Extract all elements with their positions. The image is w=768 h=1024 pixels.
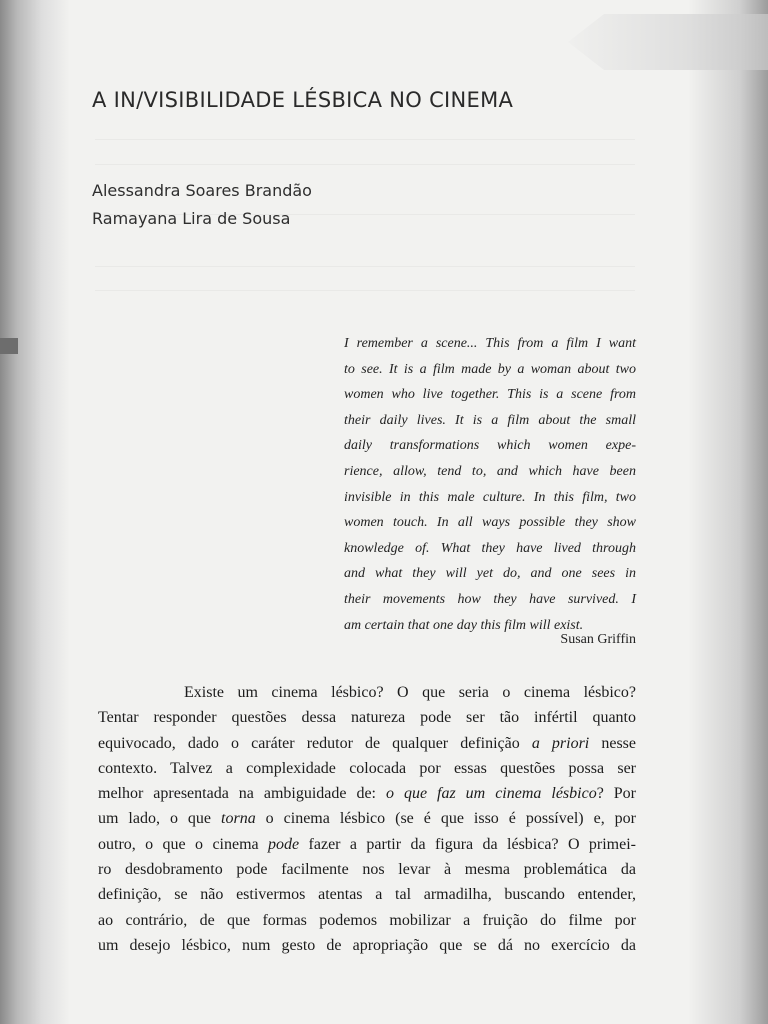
text-run: outro, o que o cinema — [98, 835, 269, 853]
author-name: Alessandra Soares Brandão — [92, 181, 312, 200]
body-line: Existe um cinema lésbico? O que seria o cinema lésbico? — [184, 684, 636, 701]
emphasis: torna — [221, 810, 256, 828]
epigraph-line: women who live together. This is a scene from — [344, 387, 636, 403]
text-run: nesse — [589, 734, 637, 752]
epigraph-line: and what they will yet do, and one sees in — [344, 566, 636, 582]
body-line: contexto. Talvez a complexidade colocada por essas questões possa ser — [98, 759, 636, 777]
author-list — [92, 177, 312, 233]
text-run: ? Por — [596, 785, 637, 803]
author-name: Ramayana Lira de Sousa — [92, 209, 291, 228]
body-line — [98, 806, 636, 831]
show-through — [95, 164, 635, 165]
text-run: um lado, o que — [98, 810, 222, 828]
epigraph-attribution: Susan Griffin — [560, 632, 636, 647]
show-through — [95, 266, 635, 267]
epigraph-line: their movements how they have survived. I — [344, 591, 636, 607]
body-paragraph — [98, 680, 636, 958]
epigraph-line: women touch. In all ways possible they show — [344, 515, 636, 531]
epigraph-line: to see. It is a film made by a woman about two — [344, 361, 636, 377]
epigraph-line: am certain that one day this film will exist. — [344, 617, 584, 633]
body-line — [98, 832, 636, 857]
epigraph-line: rience, allow, tend to, and which have been — [344, 463, 636, 479]
text-run: melhor apresentada na ambiguidade de: — [98, 785, 386, 803]
text-run: equivocado, dado o caráter redutor de qualquer definição — [98, 734, 532, 752]
scan-shadow-right — [688, 0, 768, 1024]
emphasis: o que faz um cinema lésbico — [385, 785, 597, 803]
body-line: definição, se não estivermos atentas a tal armadilha, buscando entender, — [98, 886, 636, 904]
body-line — [98, 781, 636, 806]
epigraph-line: daily transformations which women expe- — [344, 438, 636, 454]
body-line — [98, 731, 636, 756]
emphasis: a priori — [531, 734, 590, 752]
scan-shadow-left — [0, 0, 70, 1024]
body-line: um desejo lésbico, num gesto de apropriação que se dá no exercício da — [98, 936, 636, 954]
epigraph-quote — [344, 331, 636, 638]
epigraph-line: knowledge of. What they have lived through — [344, 540, 636, 556]
show-through — [95, 139, 635, 140]
show-through — [95, 290, 635, 291]
body-line: ao contrário, de que formas podemos mobilizar a fruição do filme por — [98, 911, 636, 929]
epigraph-line: invisible in this male culture. In this film, two — [344, 489, 636, 505]
epigraph-line: their daily lives. It is a film about the small — [344, 412, 636, 428]
emphasis: pode — [268, 835, 300, 853]
article-title: A IN/VISIBILIDADE LÉSBICA NO CINEMA — [92, 88, 514, 112]
body-line: Tentar responder questões dessa natureza pode ser tão infértil quanto — [98, 709, 636, 727]
body-line: ro desdobramento pode facilmente nos levar à mesma problemática da — [98, 861, 636, 879]
epigraph-line: I remember a scene... This from a film I want — [344, 336, 636, 351]
scan-edge-mark — [0, 338, 18, 354]
text-run: fazer a partir da figura da lésbica? O primei- — [299, 835, 636, 853]
text-run: o cinema lésbico (se é que isso é possível) e, por — [255, 810, 637, 828]
